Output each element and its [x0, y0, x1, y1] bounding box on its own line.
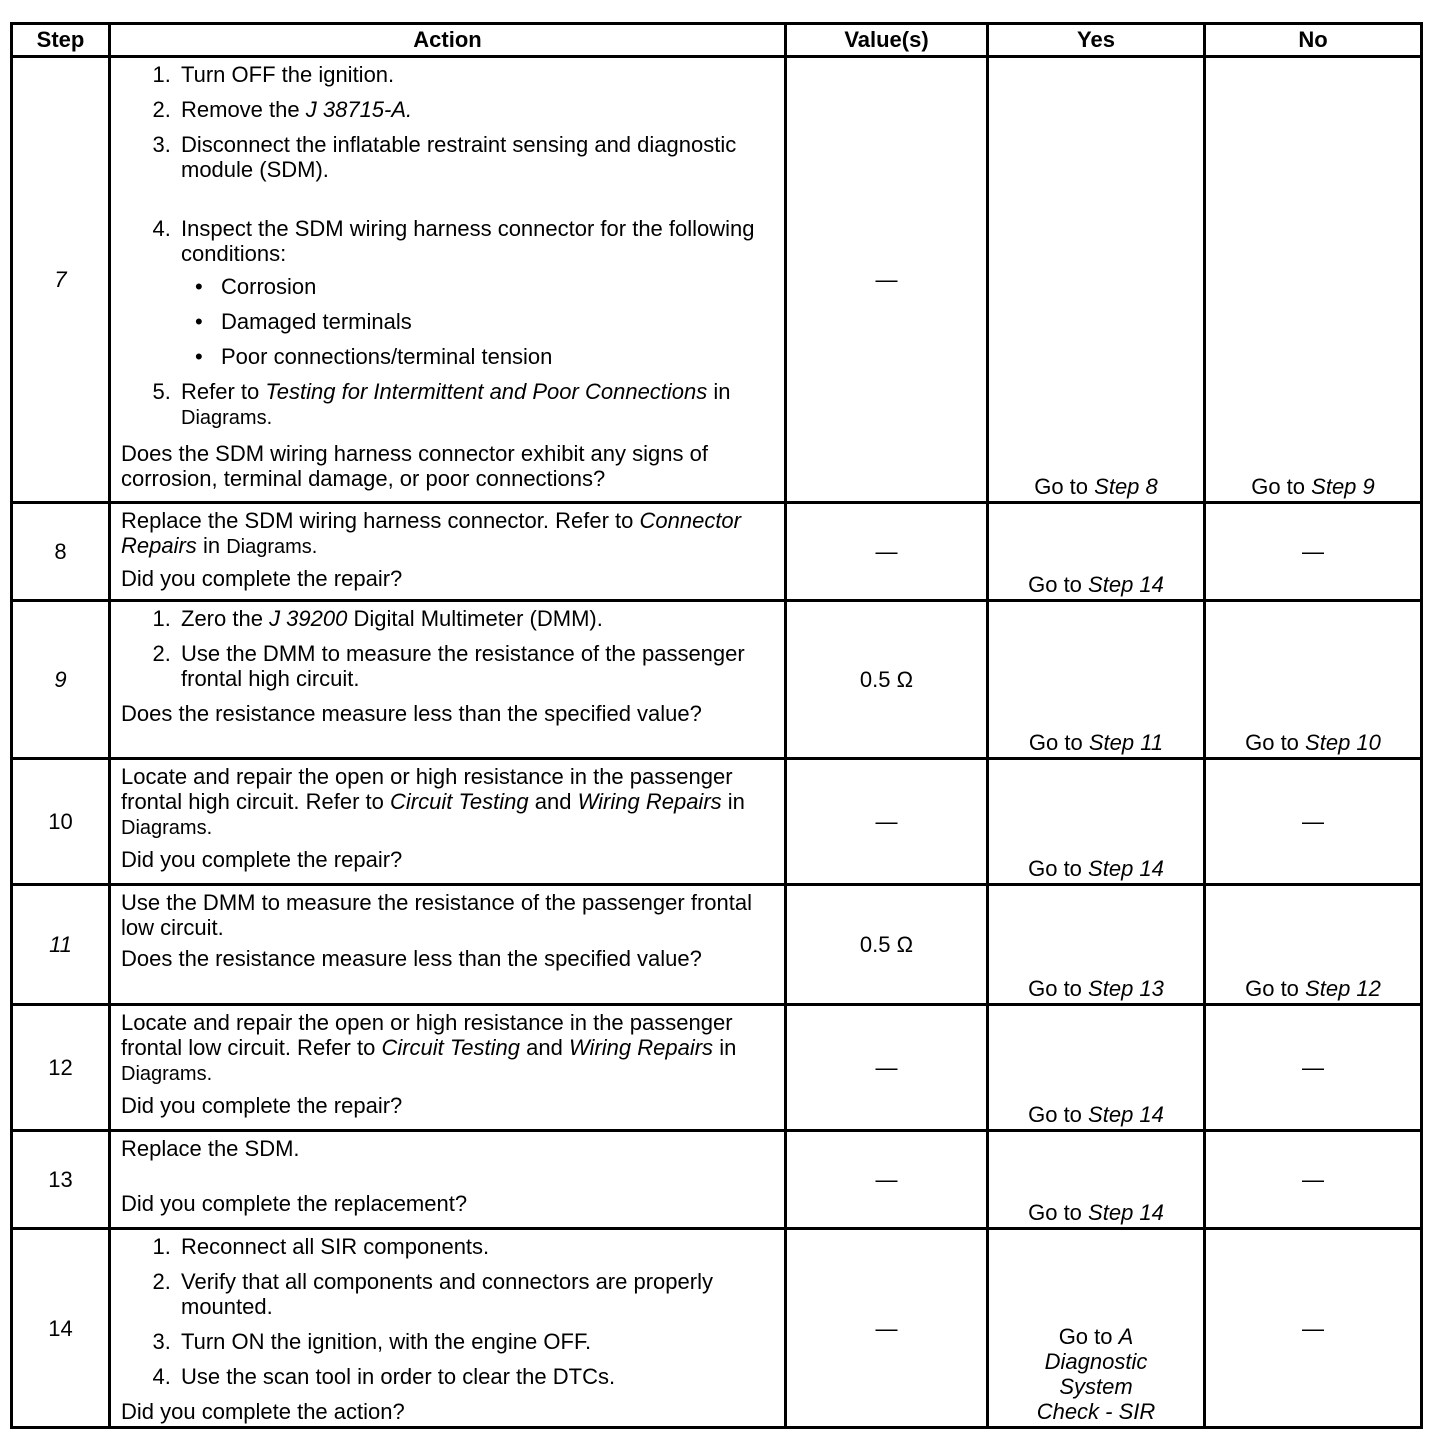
step-number: 12	[12, 1005, 110, 1131]
question: Does the resistance measure less than the specified value?	[121, 701, 702, 726]
yes-cell: Go to Step 8	[988, 57, 1205, 503]
list-item: 1. Turn OFF the ignition.	[177, 62, 772, 87]
action-cell: Locate and repair the open or high resistance in the passenger frontal low circuit. Refer to Circuit Testing and Wiring Repairs in Diagrams. Did you complete the repair?	[110, 1005, 786, 1131]
action-cell: Locate and repair the open or high resistance in the passenger frontal high circuit. Refer to Circuit Testing and Wiring Repairs in Diagrams. Did you complete the repair?	[110, 759, 786, 885]
no-cell: Go to Step 10	[1205, 601, 1422, 759]
doc-ref: Wiring Repairs	[577, 789, 722, 814]
doc-ref: Circuit Testing	[390, 789, 529, 814]
yes-cell: Go to Step 14	[988, 759, 1205, 885]
yes-cell: Go to A Diagnostic System Check - SIR	[988, 1229, 1205, 1428]
yes-cell: Go to Step 13	[988, 885, 1205, 1005]
yes-cell: Go to Step 14	[988, 1005, 1205, 1131]
diagnostic-table	[10, 22, 1423, 1429]
question: Did you complete the replacement?	[121, 1191, 468, 1216]
list-item: 1. Reconnect all SIR components.	[177, 1234, 772, 1259]
action-cell	[110, 57, 786, 503]
question: Did you complete the repair?	[121, 566, 403, 591]
step-number: 10	[12, 759, 110, 885]
table-row	[12, 57, 1422, 503]
table-row	[12, 601, 1422, 759]
action-text: Use the DMM to measure the resistance of the passenger frontal low circuit.	[121, 890, 752, 940]
list-item: 1. Zero the J 39200 Digital Multimeter (DMM).	[177, 606, 772, 631]
list-item: 3. Disconnect the inflatable restraint sensing and diagnostic module (SDM).	[177, 132, 772, 182]
value-cell: —	[786, 503, 988, 601]
step-number: 7	[12, 57, 110, 503]
list-item: 2. Verify that all components and connectors are properly mounted.	[177, 1269, 772, 1319]
no-cell: —	[1205, 759, 1422, 885]
no-cell: —	[1205, 503, 1422, 601]
yes-cell: Go to Step 14	[988, 1131, 1205, 1229]
table-row	[12, 885, 1422, 1005]
action-cell: Replace the SDM wiring harness connector. Refer to Connector Repairs in Diagrams. Did you complete the repair?	[110, 503, 786, 601]
tool-ref: J 39200	[269, 606, 348, 631]
doc-ref: Wiring Repairs	[568, 1035, 714, 1060]
no-cell: —	[1205, 1005, 1422, 1131]
question: Did you complete the repair?	[121, 847, 403, 872]
bullet-item: • Corrosion	[217, 274, 772, 299]
no-cell: Go to Step 9	[1205, 57, 1422, 503]
value-cell: —	[786, 1131, 988, 1229]
list-item: 2. Use the DMM to measure the resistance of the passenger frontal high circuit.	[177, 641, 772, 691]
yes-cell: Go to Step 14	[988, 503, 1205, 601]
no-cell: —	[1205, 1131, 1422, 1229]
action-cell	[110, 1229, 786, 1428]
question: Did you complete the action?	[121, 1399, 405, 1424]
doc-ref: Connector Repairs	[121, 508, 741, 558]
header-yes: Yes	[988, 24, 1205, 57]
value-cell: 0.5 Ω	[786, 601, 988, 759]
table-row	[12, 1005, 1422, 1131]
action-cell	[110, 1131, 786, 1229]
step-number: 8	[12, 503, 110, 601]
header-step: Step	[12, 24, 110, 57]
action-cell	[110, 601, 786, 759]
doc-ref: A Diagnostic System Check - SIR	[1036, 1324, 1156, 1424]
table-row	[12, 1131, 1422, 1229]
bullet-item: • Poor connections/terminal tension	[217, 344, 772, 369]
tool-ref: J 38715-A.	[305, 97, 413, 122]
step-number: 13	[12, 1131, 110, 1229]
action-text: Replace the SDM.	[121, 1136, 300, 1161]
doc-ref: Testing for Intermittent and Poor Connections	[265, 379, 708, 404]
question: Did you complete the repair?	[121, 1093, 403, 1118]
step-number: 11	[12, 885, 110, 1005]
header-row	[12, 24, 1422, 57]
table-row	[12, 503, 1422, 601]
no-cell: Go to Step 12	[1205, 885, 1422, 1005]
doc-ref: Circuit Testing	[381, 1035, 521, 1060]
step-number: 14	[12, 1229, 110, 1428]
list-item: 4. Inspect the SDM wiring harness connector for the following conditions: • Corrosion • Damaged terminals • Poor connections/terminal tension	[177, 216, 772, 369]
header-no: No	[1205, 24, 1422, 57]
table-row	[12, 1229, 1422, 1428]
header-values: Value(s)	[786, 24, 988, 57]
list-item: 4. Use the scan tool in order to clear the DTCs.	[177, 1364, 772, 1389]
header-action: Action	[110, 24, 786, 57]
list-item: 2. Remove the J 38715-A.	[177, 97, 772, 122]
no-cell: —	[1205, 1229, 1422, 1428]
table-row	[12, 759, 1422, 885]
value-cell: —	[786, 1005, 988, 1131]
list-item: 3. Turn ON the ignition, with the engine OFF.	[177, 1329, 772, 1354]
value-cell: 0.5 Ω	[786, 885, 988, 1005]
yes-cell: Go to Step 11	[988, 601, 1205, 759]
list-item: 5. Refer to Testing for Intermittent and Poor Connections in Diagrams.	[177, 379, 772, 431]
value-cell: —	[786, 57, 988, 503]
question: Does the resistance measure less than the specified value?	[121, 946, 702, 971]
value-cell: —	[786, 1229, 988, 1428]
bullet-item: • Damaged terminals	[217, 309, 772, 334]
value-cell: —	[786, 759, 988, 885]
action-cell	[110, 885, 786, 1005]
step-number: 9	[12, 601, 110, 759]
question: Does the SDM wiring harness connector exhibit any signs of corrosion, terminal damage, or poor connections?	[121, 441, 708, 491]
